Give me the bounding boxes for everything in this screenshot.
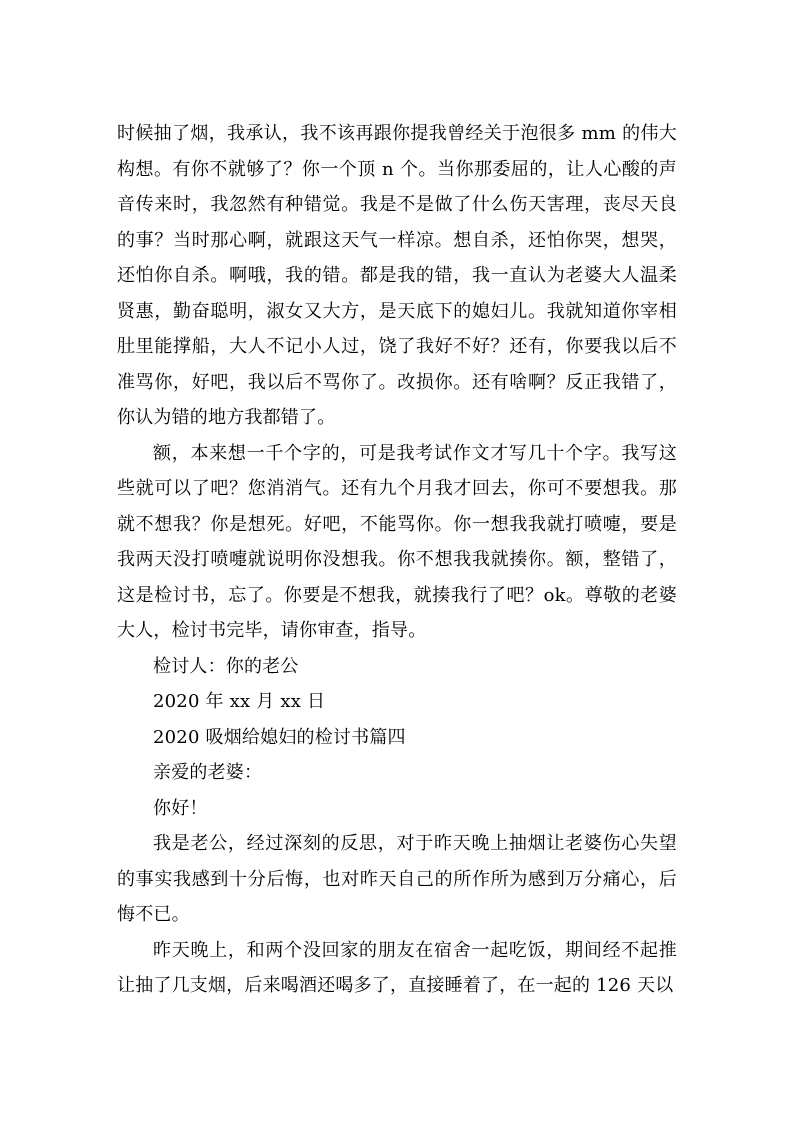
signature-line: 检讨人：你的老公 [153, 655, 299, 677]
greeting-line: 你好！ [153, 797, 208, 819]
section-title: 2020 吸烟给媳妇的检讨书篇四 [153, 726, 406, 748]
paragraph-reflection: 我是老公，经过深刻的反思，对于昨天晚上抽烟让老婆伤心失望的事实我感到十分后悔，也对昨天自己的所作所为感到万分痛心，后悔不已。 [117, 833, 677, 925]
paragraph-continuation: 时候抽了烟，我承认，我不该再跟你提我曾经关于泡很多 mm 的伟大构想。有你不就够了？你一个顶 n 个。当你那委屈的，让人心酸的声音传来时，我忽然有种错觉。我是不是做了什么伤天害理，丧尽天良的事？当时那心啊，就跟这天气一样凉。想自杀，还怕你哭，想哭，还怕你自杀。啊哦，我的错。都是我的错，我一直认为老婆大人温柔贤惠，勤奋聪明，淑女又大方，是天底下的媳妇儿。我就知道你宰相肚里能撑船，大人不记小人过，饶了我好不好？还有，你要我以后不准骂你，好吧，我以后不骂你了。改损你。还有啥啊？反正我错了，你认为错的地方我都错了。 [117, 123, 677, 428]
salutation-line: 亲爱的老婆： [153, 762, 263, 783]
paragraph-last-night: 昨天晚上，和两个没回家的朋友在宿舍一起吃饭，期间经不起推让抽了几支烟，后来喝酒还喝多了，直接睡着了，在一起的 126 天以 [117, 939, 677, 996]
date-line: 2020 年 xx 月 xx 日 [153, 691, 326, 712]
paragraph-apology: 额，本来想一千个字的，可是我考试作文才写几十个字。我写这些就可以了吧？您消消气。还有九个月我才回去，你可不要想我。那就不想我？你是想死。好吧，不能骂你。你一想我我就打喷嚏，要是我两天没打喷嚏就说明你没想我。你不想我我就揍你。额，整错了，这是检讨书，忘了。你要是不想我，就揍我行了吧？ok。尊敬的老婆大人，检讨书完毕，请你审查，指导。 [117, 442, 677, 641]
document-body [117, 116, 677, 1004]
